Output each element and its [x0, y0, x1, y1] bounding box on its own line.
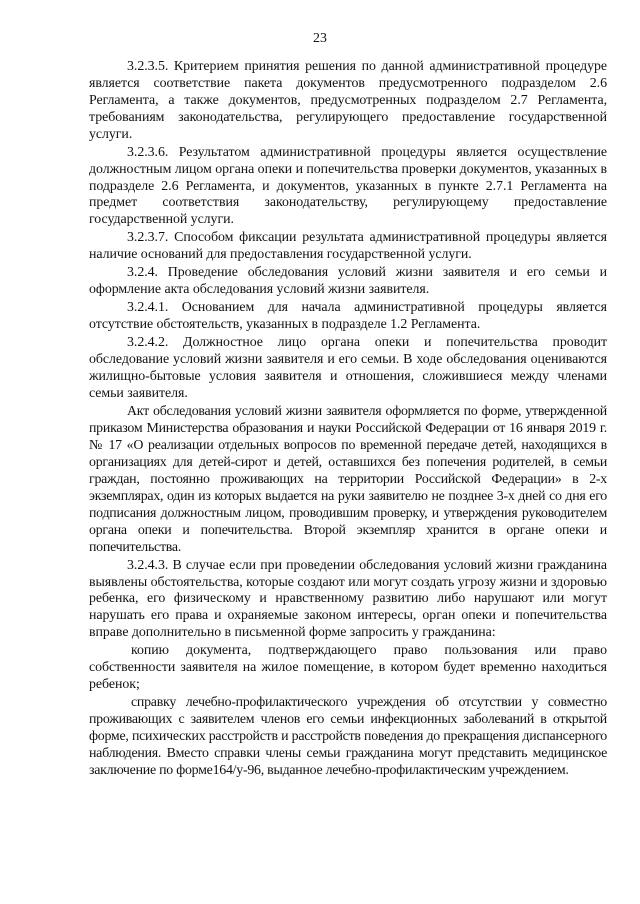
paragraph-3-2-4: 3.2.4. Проведение обследования условий жизни заявителя и его семьи и оформление акта обследования условий жизни заявителя.: [89, 265, 607, 298]
document-body: [89, 59, 607, 781]
page-number: 23: [313, 31, 327, 46]
paragraph-3-2-3-7: 3.2.3.7. Способом фиксации результата административной процедуры является наличие оснований для предоставления государственной услуги.: [89, 230, 607, 263]
paragraph-3-2-4-1: 3.2.4.1. Основанием для начала административной процедуры является отсутствие обстоятельств, указанных в подразделе 1.2 Регламента.: [89, 300, 607, 333]
list-item-property-document: копию документа, подтверждающего право пользования или право собственности заявителя на жилое помещение, в котором будет временно находиться ребенок;: [89, 643, 607, 693]
paragraph-inspection-act: Акт обследования условий жизни заявителя оформляется по форме, утвержденной приказом Министерства образования и науки Российской Федерации от 16 января 2019 г. № 17 «О реализации отдельных вопросов по временной передаче детей, находящихся в организациях для детей-сирот и детей, оставшихся без попечения родителей, в семьи граждан, постоянно проживающих на территории Российской Федерации» в 2-х экземплярах, один из которых выдается на руки заявителю не позднее 3-х дней со дня его подписания должностным лицом, проводившим проверку, и утверждения руководителем органа опеки и попечительства. Второй экземпляр хранится в органе опеки и попечительства.: [89, 404, 607, 555]
paragraph-3-2-3-5: 3.2.3.5. Критерием принятия решения по данной административной процедуре является соответствие пакета документов предусмотренного подразделом 2.6 Регламента, а также документов, предусмотренных подразделом 2.7 Регламента, требованиям законодательства, регулирующего предоставление государственной услуги.: [89, 59, 607, 142]
paragraph-3-2-3-6: 3.2.3.6. Результатом административной процедуры является осуществление должностным лицом органа опеки и попечительства проверки документов, указанных в подразделе 2.6 Регламента, и документов, указанных в пункте 2.7.1 Регламента на предмет соответствия законодательству, регулирующему предоставление государственной услуги.: [89, 144, 607, 228]
paragraph-3-2-4-3: 3.2.4.3. В случае если при проведении обследования условий жизни гражданина выявлены обстоятельства, которые создают или могут создать угрозу жизни и здоровью ребенка, его физическому и нравственному развитию либо нарушают или могут нарушать его права и охраняемые законом интересы, орган опеки и попечительства вправе дополнительно в письменной форме запросить у гражданина:: [89, 557, 607, 641]
list-item-medical-certificate: справку лечебно-профилактического учреждения об отсутствии у совместно проживающих с заявителем членов его семьи инфекционных заболеваний в открытой форме, психических расстройств и расстройств поведения до прекращения диспансерного наблюдения. Вместо справки члены семьи гражданина могут представить медицинское заключение по форме164/у-96, выданное лечебно-профилактическим учреждением.: [89, 695, 607, 778]
paragraph-3-2-4-2: 3.2.4.2. Должностное лицо органа опеки и попечительства проводит обследование условий жизни заявителя и его семьи. В ходе обследования оцениваются жилищно-бытовые условия заявителя и отношения, сложившиеся между членами семьи заявителя.: [89, 335, 607, 402]
